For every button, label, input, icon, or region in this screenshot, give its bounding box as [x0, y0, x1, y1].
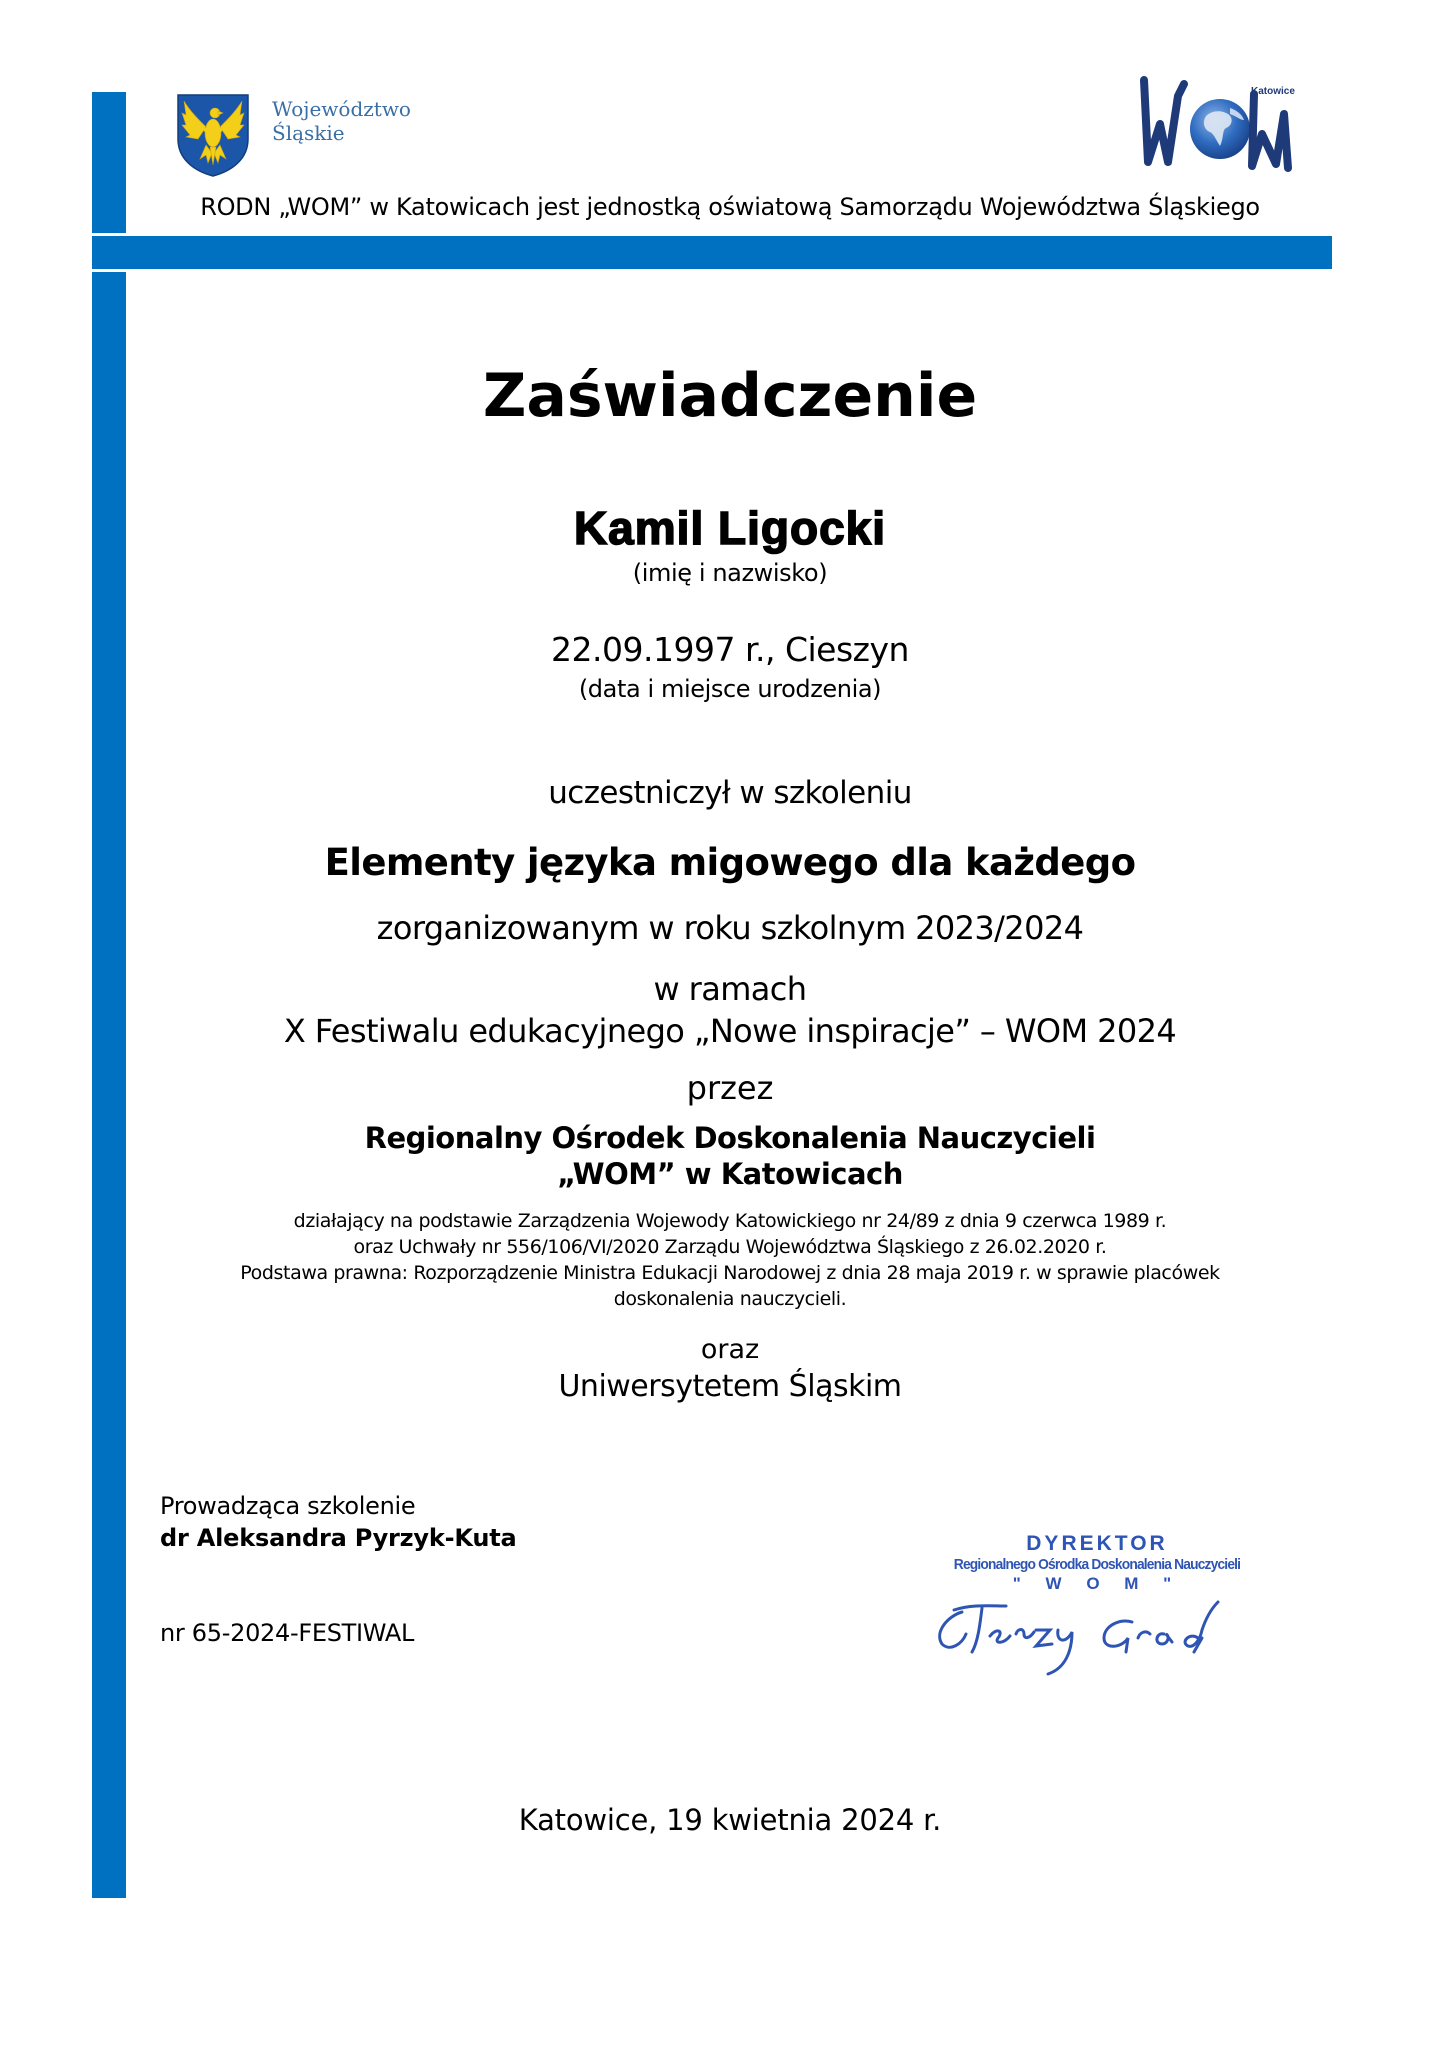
stamp-title: DYREKTOR — [1026, 1532, 1168, 1555]
horizontal-accent-bar — [128, 236, 1332, 269]
leader-name: dr Aleksandra Pyrzyk-Kuta — [160, 1524, 517, 1552]
legal-line: doskonalenia nauczycieli. — [613, 1288, 847, 1310]
birth-info: 22.09.1997 r., Cieszyn — [551, 630, 909, 669]
director-stamp — [912, 1532, 1282, 1692]
by-text: przez — [686, 1069, 774, 1107]
legal-line: Podstawa prawna: Rozporządzenie Ministra Edukacji Narodowej z dnia 28 maja 2019 r. w sprawie placówek — [240, 1262, 1220, 1284]
stamp-wom: " W O M " — [1012, 1574, 1182, 1593]
institution-block — [128, 1120, 1332, 1192]
vertical-accent-bar — [92, 92, 126, 1898]
certificate-number: nr 65-2024-FESTIWAL — [160, 1619, 415, 1647]
place-date: Katowice, 19 kwietnia 2024 r. — [518, 1803, 942, 1837]
organized-text: zorganizowanym w roku szkolnym 2023/2024 — [376, 909, 1084, 947]
silesian-eagle-coat-of-arms-icon — [176, 93, 250, 177]
framework-line2: X Festiwalu edukacyjnego „Nowe inspiracje” – WOM 2024 — [283, 1012, 1177, 1050]
wom-logo — [1138, 74, 1318, 174]
and-text: oraz — [700, 1334, 760, 1365]
wom-logo-city: Katowice — [1251, 86, 1295, 97]
legal-line: oraz Uchwały nr 556/106/VI/2020 Zarządu Województwa Śląskiego z 26.02.2020 r. — [353, 1236, 1107, 1258]
framework-block — [128, 968, 1332, 1052]
region-logo — [176, 93, 436, 179]
certificate-title: Zaświadczenie — [482, 361, 978, 431]
birth-caption: (data i miejsce urodzenia) — [578, 675, 882, 703]
header-statement: RODN „WOM” w Katowicach jest jednostką oświatową Samorządu Województwa Śląskiego — [200, 193, 1260, 221]
leader-label: Prowadząca szkolenie — [160, 1492, 416, 1520]
course-name: Elementy języka migowego dla każdego — [324, 841, 1136, 884]
signature-icon — [932, 1594, 1252, 1684]
accent-bar-joint — [92, 236, 128, 269]
bar-gap-top — [92, 233, 128, 236]
institution-line1: Regionalny Ośrodek Doskonalenia Nauczycieli — [364, 1121, 1096, 1155]
legal-line: działający na podstawie Zarządzenia Wojewody Katowickiego nr 24/89 z dnia 9 czerwca 1989 r. — [293, 1210, 1167, 1232]
region-name-line2: Śląskie — [272, 121, 345, 145]
participant-name: Kamil Ligocki — [573, 502, 887, 554]
bar-gap-bottom — [92, 269, 128, 272]
stamp-subtitle: Regionalnego Ośrodka Doskonalenia Nauczycieli — [953, 1556, 1241, 1573]
co-organizer: Uniwersytetem Śląskim — [558, 1369, 902, 1404]
participation-text: uczestniczył w szkoleniu — [548, 775, 912, 811]
participant-name-caption: (imię i nazwisko) — [632, 559, 828, 587]
region-name-line1: Województwo — [272, 97, 411, 121]
region-name — [272, 97, 411, 145]
institution-line2: „WOM” w Katowicach — [557, 1157, 903, 1191]
legal-basis — [128, 1208, 1332, 1312]
framework-line1: w ramach — [653, 970, 807, 1008]
